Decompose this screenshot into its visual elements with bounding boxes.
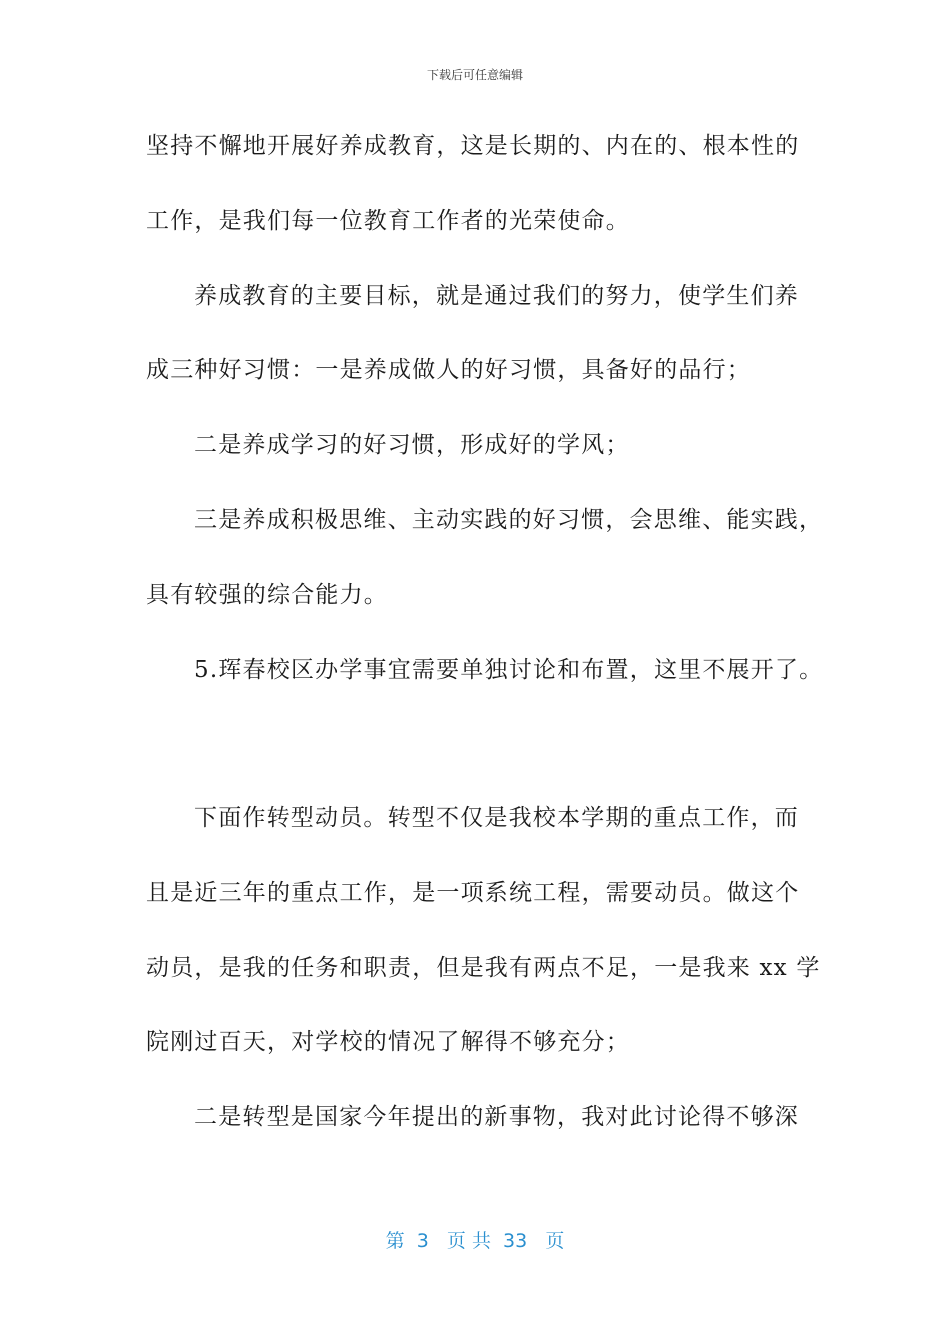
page-header: 下载后可任意编辑: [426, 68, 523, 82]
body-line-9: 下面作转型动员。转型不仅是我校本学期的重点工作，而: [194, 805, 799, 831]
body-line-12: 院刚过百天，对学校的情况了解得不够充分；: [146, 1029, 630, 1055]
body-line-3: 养成教育的主要目标，就是通过我们的努力，使学生们养: [194, 283, 799, 309]
body-line-6: 三是养成积极思维、主动实践的好习惯，会思维、能实践，: [194, 507, 824, 533]
body-line-10: 且是近三年的重点工作，是一项系统工程，需要动员。做这个: [146, 880, 800, 906]
body-line-8: 5.珲春校区办学事宜需要单独讨论和布置，这里不展开了。: [194, 657, 824, 683]
body-line-11: 动员，是我的任务和职责，但是我有两点不足，一是我来 xx 学: [146, 955, 821, 981]
body-line-7: 具有较强的综合能力。: [146, 582, 388, 608]
body-line-5: 二是养成学习的好习惯，形成好的学风；: [194, 432, 630, 458]
body-line-1: 坚持不懈地开展好养成教育，这是长期的、内在的、根本性的: [146, 133, 800, 159]
body-line-2: 工作，是我们每一位教育工作者的光荣使命。: [146, 208, 630, 234]
page-number-footer: 第 3 页 共 33 页: [385, 1230, 565, 1252]
body-line-4: 成三种好习惯：一是养成做人的好习惯，具备好的品行；: [146, 357, 751, 383]
body-line-13: 二是转型是国家今年提出的新事物，我对此讨论得不够深: [194, 1104, 799, 1130]
